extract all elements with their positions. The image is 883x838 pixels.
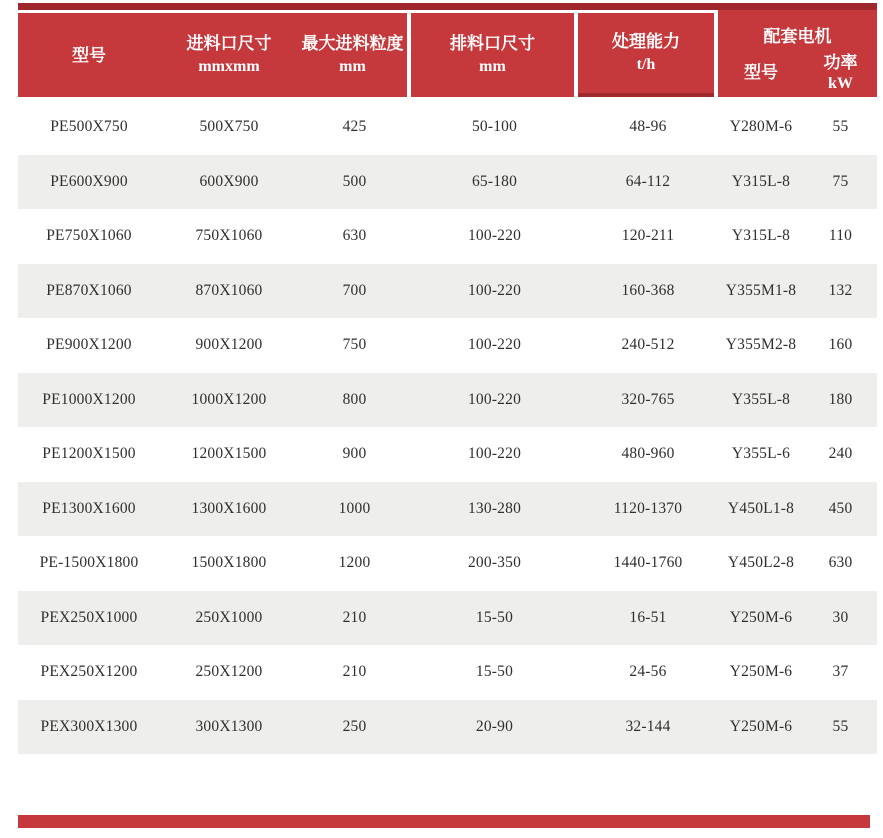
column-label: 排料口尺寸 (450, 34, 535, 53)
cell-motor-power: 180 (828, 390, 853, 408)
table-row (18, 700, 877, 755)
cell-discharge-opening: 50-100 (471, 118, 518, 136)
top-accent-bar (18, 3, 877, 10)
motor-group-label: 配套电机 (763, 27, 832, 46)
cell-capacity: 120-211 (621, 227, 675, 245)
cell-motor-power: 75 (832, 172, 849, 190)
cell-motor-power: 160 (828, 336, 853, 354)
motor-subheader-row (718, 48, 877, 97)
column-unit: mm (339, 58, 366, 75)
cell-capacity: 1440-1760 (613, 554, 683, 572)
cell-model: PE-1500X1800 (39, 554, 139, 572)
cell-discharge-opening: 15-50 (475, 663, 514, 681)
cell-model: PE750X1060 (46, 227, 132, 245)
cell-motor-model: Y355L-8 (731, 390, 791, 408)
cell-capacity: 320-765 (621, 390, 675, 408)
column-label: 功率 (823, 52, 858, 72)
cell-motor-model: Y450L1-8 (727, 499, 795, 517)
table-row (18, 100, 877, 155)
cell-motor-model: Y280M-6 (729, 118, 793, 136)
cell-discharge-opening: 100-220 (467, 445, 522, 463)
column-unit: kW (828, 74, 853, 92)
cell-motor-power: 450 (828, 499, 853, 517)
cell-motor-power: 30 (832, 608, 849, 626)
column-label: 最大进料粒度 (301, 34, 404, 53)
cell-model: PEX250X1000 (40, 608, 138, 626)
cell-model: PE1300X1600 (42, 499, 136, 517)
cell-feed-opening: 1500X1800 (191, 554, 267, 572)
cell-max-feed-size: 630 (342, 227, 367, 245)
column-label: 型号 (744, 63, 778, 82)
table-row (18, 318, 877, 373)
table-body (18, 100, 877, 754)
table-header (18, 13, 877, 100)
cell-motor-power: 110 (828, 227, 853, 245)
cell-model: PE870X1060 (46, 281, 132, 299)
cell-model: PE1200X1500 (42, 445, 136, 463)
column-header-motor-model (718, 48, 804, 97)
column-header-feed-opening (160, 13, 298, 97)
cell-model: PE600X900 (50, 172, 128, 190)
cell-discharge-opening: 20-90 (475, 717, 514, 735)
cell-feed-opening: 500X750 (199, 118, 259, 136)
cell-max-feed-size: 1000 (338, 499, 371, 517)
cell-motor-power: 240 (828, 445, 853, 463)
column-header-capacity (578, 13, 714, 93)
cell-feed-opening: 250X1200 (195, 663, 263, 681)
column-label: 进料口尺寸 (186, 34, 272, 53)
table-row (18, 591, 877, 646)
cell-motor-model: Y250M-6 (729, 663, 793, 681)
column-header-model (18, 13, 160, 97)
table-row (18, 264, 877, 319)
cell-motor-power: 132 (828, 281, 853, 299)
cell-feed-opening: 750X1060 (195, 227, 263, 245)
column-unit: t/h (636, 56, 656, 73)
cell-capacity: 48-96 (629, 118, 667, 136)
cell-capacity: 16-51 (629, 608, 667, 626)
cell-feed-opening: 1000X1200 (191, 390, 267, 408)
cell-discharge-opening: 200-350 (467, 554, 522, 572)
cell-discharge-opening: 100-220 (467, 336, 522, 354)
cell-max-feed-size: 250 (342, 717, 367, 735)
cell-max-feed-size: 900 (342, 445, 367, 463)
cell-capacity: 1120-1370 (613, 499, 683, 517)
cell-model: PE1000X1200 (42, 390, 136, 408)
table-row (18, 482, 877, 537)
cell-capacity: 24-56 (629, 663, 667, 681)
cell-motor-power: 55 (832, 118, 849, 136)
cell-capacity: 240-512 (621, 336, 675, 354)
cell-max-feed-size: 750 (342, 336, 367, 354)
cell-feed-opening: 1300X1600 (191, 499, 267, 517)
column-header-max-feed-size (298, 13, 407, 97)
cell-feed-opening: 600X900 (199, 172, 259, 190)
cell-discharge-opening: 15-50 (475, 608, 514, 626)
cell-max-feed-size: 1200 (338, 554, 371, 572)
cell-motor-power: 37 (832, 663, 849, 681)
cell-max-feed-size: 210 (342, 663, 367, 681)
header-block-capacity (578, 13, 714, 97)
spec-table (18, 3, 877, 828)
cell-capacity: 64-112 (625, 172, 671, 190)
cell-motor-power: 55 (832, 717, 849, 735)
cell-motor-model: Y250M-6 (729, 717, 793, 735)
table-row (18, 373, 877, 428)
cell-max-feed-size: 800 (342, 390, 367, 408)
cell-motor-model: Y450L2-8 (727, 554, 795, 572)
cell-discharge-opening: 100-220 (467, 390, 522, 408)
column-header-motor-power (804, 48, 877, 97)
table-row (18, 645, 877, 700)
table-row (18, 427, 877, 482)
cell-feed-opening: 1200X1500 (191, 445, 267, 463)
cell-max-feed-size: 500 (342, 172, 367, 190)
cell-motor-model: Y355M1-8 (725, 281, 797, 299)
cell-max-feed-size: 700 (342, 281, 367, 299)
cell-feed-opening: 900X1200 (195, 336, 263, 354)
table-row (18, 536, 877, 591)
column-unit: mmxmm (198, 58, 260, 75)
table-row (18, 209, 877, 264)
cell-model: PEX300X1300 (40, 717, 138, 735)
column-label: 型号 (72, 45, 106, 65)
cell-capacity: 160-368 (621, 281, 675, 299)
cell-motor-model: Y315L-8 (731, 227, 791, 245)
cell-motor-model: Y355L-6 (731, 445, 791, 463)
column-header-discharge-opening (411, 13, 574, 97)
header-block-motor-group (718, 10, 877, 97)
cell-motor-model: Y355M2-8 (725, 336, 797, 354)
cell-capacity: 480-960 (621, 445, 675, 463)
table-row (18, 155, 877, 210)
cell-capacity: 32-144 (625, 717, 671, 735)
column-unit: mm (479, 58, 506, 75)
cell-discharge-opening: 100-220 (467, 281, 522, 299)
cell-feed-opening: 250X1000 (195, 608, 263, 626)
header-block-discharge (411, 13, 574, 97)
cell-motor-power: 630 (828, 554, 853, 572)
cell-discharge-opening: 130-280 (467, 499, 522, 517)
cell-max-feed-size: 210 (342, 608, 367, 626)
cell-discharge-opening: 65-180 (471, 172, 518, 190)
cell-feed-opening: 870X1060 (195, 281, 263, 299)
bottom-accent-bar (18, 815, 870, 828)
cell-motor-model: Y315L-8 (731, 172, 791, 190)
column-label: 处理能力 (612, 32, 680, 51)
header-block-main (18, 13, 407, 97)
cell-discharge-opening: 100-220 (467, 227, 522, 245)
cell-max-feed-size: 425 (342, 118, 367, 136)
cell-model: PE900X1200 (46, 336, 132, 354)
cell-model: PE500X750 (50, 118, 128, 136)
cell-model: PEX250X1200 (40, 663, 138, 681)
cell-feed-opening: 300X1300 (195, 717, 263, 735)
cell-motor-model: Y250M-6 (729, 608, 793, 626)
